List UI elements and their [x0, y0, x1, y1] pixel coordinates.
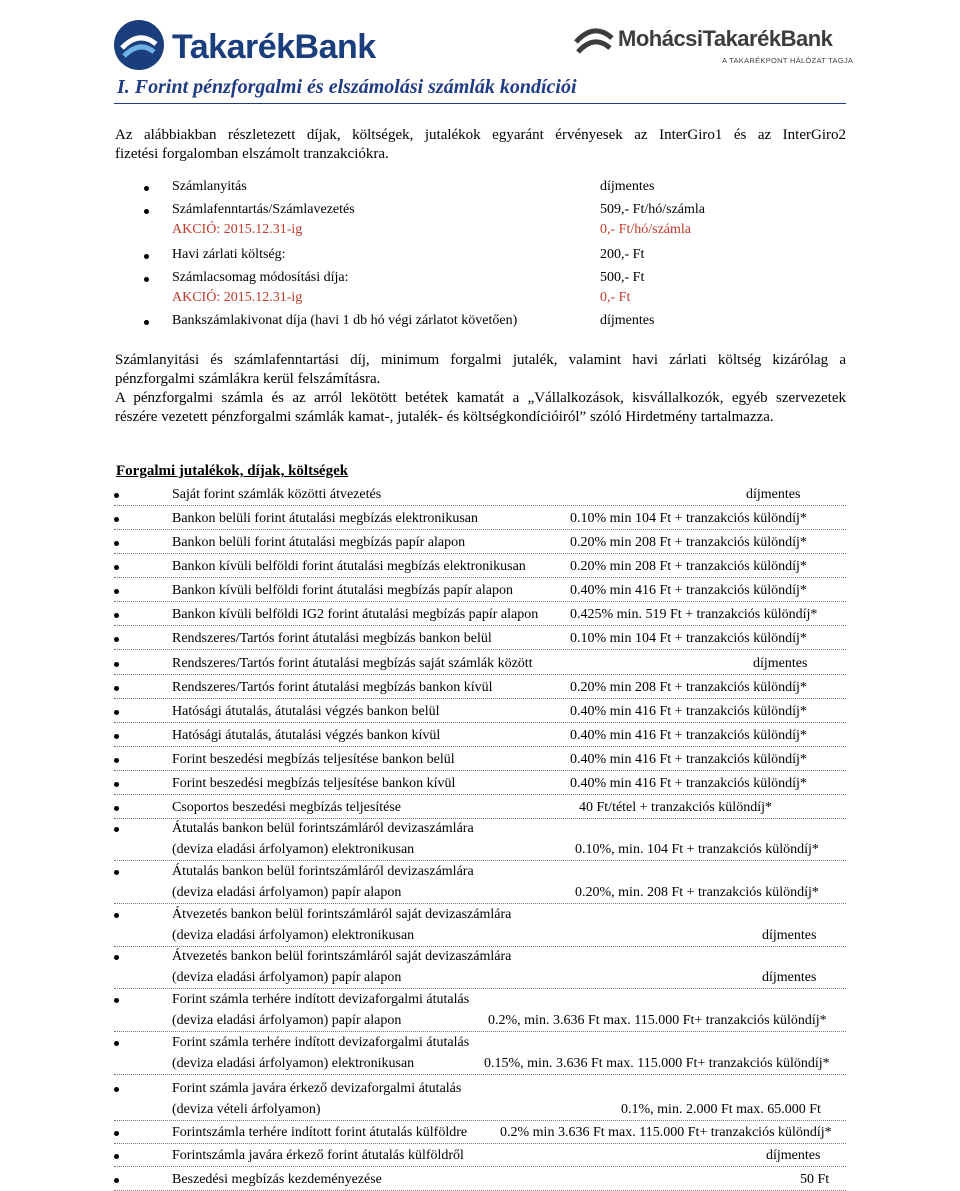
transaction-fee-label: Bankon kívüli belföldi IG2 forint átutalási megbízás papír alapon: [172, 607, 539, 622]
row-divider: [114, 860, 846, 861]
transaction-fee-label: Átvezetés bankon belül forintszámláról saját devizaszámlára: [172, 949, 512, 964]
transaction-fee-value: 50 Ft: [800, 1172, 830, 1187]
row-divider: [114, 505, 846, 506]
row-divider: [114, 770, 846, 771]
transaction-fee-label: Forintszámla terhére indított forint átutalás külföldre: [172, 1125, 468, 1140]
transaction-fee-label: Rendszeres/Tartós forint átutalási megbízás bankon kívül: [172, 680, 493, 695]
mohacsi-logo-text: MohácsiTakarékBank: [618, 26, 833, 51]
note-line: részére vezetett pénzforgalmi számlák kamat-, jutalék- és költségkondícióiról” szóló Hirdetmény tartalmazza.: [115, 409, 774, 425]
transaction-fee-value: díjmentes: [762, 970, 817, 985]
transaction-fee-value: 0.2%, min. 3.636 Ft max. 115.000 Ft+ tranzakciós különdíj*: [488, 1013, 827, 1028]
transaction-fee-label: Bankon kívüli belföldi forint átutalási megbízás papír alapon: [172, 583, 513, 598]
note-line: pénzforgalmi számlákra kerül felszámításra.: [115, 371, 381, 387]
intro-line: Az alábbiakban részletezett díjak, költségek, jutalékok egyaránt érvényesek az InterGiro1 és az InterGiro2: [115, 127, 846, 143]
bullet-icon: [114, 662, 119, 667]
page-title: I. Forint pénzforgalmi és elszámolási számlák kondíciói: [117, 76, 577, 98]
takarekbank-logo-text: TakarékBank: [172, 28, 376, 66]
note-paragraph: [115, 351, 846, 427]
fee-value: 500,- Ft: [600, 270, 645, 285]
intro-line: fizetési forgalomban elszámolt tranzakciókra.: [115, 146, 389, 162]
transaction-fee-value: díjmentes: [762, 928, 817, 943]
bullet-icon: [114, 1041, 119, 1046]
transaction-fee-value: 0.425% min. 519 Ft + tranzakciós különdíj*: [570, 607, 818, 622]
bullet-icon: [114, 827, 119, 832]
row-divider: [114, 722, 846, 723]
row-divider: [114, 1120, 846, 1121]
promo-value: 0,- Ft: [600, 290, 631, 305]
bullet-icon: [114, 613, 119, 618]
bullet-icon: [114, 686, 119, 691]
row-divider: [114, 649, 846, 650]
transaction-fee-label: Bankon kívüli belföldi forint átutalási megbízás elektronikusan: [172, 559, 526, 574]
transaction-fee-value: 0.20% min 208 Ft + tranzakciós különdíj*: [570, 535, 807, 550]
row-divider: [114, 818, 846, 819]
transaction-fee-value: 0.20% min 208 Ft + tranzakciós különdíj*: [570, 680, 807, 695]
transaction-fee-value: 0.40% min 416 Ft + tranzakciós különdíj*: [570, 704, 807, 719]
note-line: A pénzforgalmi számla és az arról lekötött betétek kamatát a „Vállalkozások, kisvállalkozók, egyéb szervezetek: [115, 390, 846, 406]
bullet-icon: [114, 913, 119, 918]
transaction-fee-label: Átutalás bankon belül forintszámláról devizaszámlára: [172, 821, 474, 836]
transaction-fee-value: 0.10% min 104 Ft + tranzakciós különdíj*: [570, 511, 807, 526]
promo-label: AKCIÓ: 2015.12.31-ig: [172, 290, 303, 305]
transaction-fee-label: Bankon belüli forint átutalási megbízás elektronikusan: [172, 511, 478, 526]
transaction-fee-label: (deviza eladási árfolyamon) papír alapon: [172, 970, 402, 985]
row-divider: [114, 988, 846, 989]
transaction-fee-value: 0.15%, min. 3.636 Ft max. 115.000 Ft+ tranzakciós különdíj*: [484, 1056, 830, 1071]
fee-value: díjmentes: [600, 179, 655, 194]
transaction-fee-value: 0.10%, min. 104 Ft + tranzakciós különdíj*: [575, 842, 819, 857]
row-divider: [114, 601, 846, 602]
transaction-fee-label: Saját forint számlák közötti átvezetés: [172, 487, 382, 502]
bullet-icon: [114, 734, 119, 739]
transaction-fee-value: 0.40% min 416 Ft + tranzakciós különdíj*: [570, 728, 807, 743]
transaction-fee-value: 40 Ft/tétel + tranzakciós különdíj*: [579, 800, 772, 815]
transaction-fee-label: (deviza eladási árfolyamon) elektronikusan: [172, 1056, 415, 1071]
row-divider: [114, 698, 846, 699]
row-divider: [114, 577, 846, 578]
transaction-fee-value: díjmentes: [753, 656, 808, 671]
transaction-fee-label: (deviza vételi árfolyamon): [172, 1102, 321, 1117]
transaction-fee-label: Átvezetés bankon belül forintszámláról saját devizaszámlára: [172, 907, 512, 922]
transaction-fee-value: 0.10% min 104 Ft + tranzakciós különdíj*: [570, 631, 807, 646]
row-divider: [114, 1143, 846, 1144]
transaction-fee-label: (deviza eladási árfolyamon) elektronikusan: [172, 928, 415, 943]
fee-value: díjmentes: [600, 313, 655, 328]
takarekbank-logo: [112, 14, 402, 78]
transaction-fee-label: (deviza eladási árfolyamon) papír alapon: [172, 1013, 402, 1028]
bullet-icon: [144, 254, 149, 259]
section-heading: Forgalmi jutalékok, díjak, költségek: [116, 463, 349, 479]
fee-label: Bankszámlakivonat díja (havi 1 db hó végi zárlatot követően): [172, 313, 518, 328]
bullet-icon: [114, 589, 119, 594]
fee-label: Számlacsomag módosítási díja:: [172, 270, 349, 285]
bullet-icon: [114, 870, 119, 875]
transaction-fee-value: 0.20%, min. 208 Ft + tranzakciós különdíj*: [575, 885, 819, 900]
row-divider: [114, 794, 846, 795]
bullet-icon: [114, 517, 119, 522]
bullet-icon: [114, 637, 119, 642]
fee-value: 509,- Ft/hó/számla: [600, 202, 705, 217]
transaction-fee-label: (deviza eladási árfolyamon) elektronikusan: [172, 842, 415, 857]
bullet-icon: [114, 955, 119, 960]
row-divider: [114, 529, 846, 530]
transaction-fee-label: Forintszámla javára érkező forint átutalás külföldről: [172, 1148, 464, 1163]
row-divider: [114, 946, 846, 947]
transaction-fee-value: díjmentes: [766, 1148, 821, 1163]
transaction-fee-label: Átutalás bankon belül forintszámláról devizaszámlára: [172, 864, 474, 879]
row-divider: [114, 1074, 846, 1075]
bullet-icon: [114, 493, 119, 498]
transaction-fee-label: (deviza eladási árfolyamon) papír alapon: [172, 885, 402, 900]
fee-label: Számlanyitás: [172, 179, 247, 194]
bullet-icon: [114, 710, 119, 715]
transaction-fee-label: Forint beszedési megbízás teljesítése bankon kívül: [172, 776, 456, 791]
fee-label: Számlafenntartás/Számlavezetés: [172, 202, 355, 217]
bullet-icon: [144, 277, 149, 282]
transaction-fee-label: Hatósági átutalás, átutalási végzés bankon belül: [172, 704, 440, 719]
takarekbank-mark-icon: [112, 18, 166, 72]
bullet-icon: [114, 565, 119, 570]
transaction-fee-value: 0.1%, min. 2.000 Ft max. 65.000 Ft: [621, 1102, 821, 1117]
transaction-fee-value: 0.40% min 416 Ft + tranzakciós különdíj*: [570, 776, 807, 791]
row-divider: [114, 553, 846, 554]
row-divider: [114, 674, 846, 675]
bullet-icon: [114, 1131, 119, 1136]
transaction-fee-value: díjmentes: [746, 487, 801, 502]
bullet-icon: [114, 541, 119, 546]
intro-paragraph: [115, 126, 846, 164]
fee-label: Havi zárlati költség:: [172, 247, 286, 262]
transaction-fee-label: Forint számla terhére indított devizaforgalmi átutalás: [172, 992, 470, 1007]
bullet-icon: [144, 320, 149, 325]
row-divider: [114, 1166, 846, 1167]
transaction-fee-label: Rendszeres/Tartós forint átutalási megbízás saját számlák között: [172, 656, 533, 671]
bullet-icon: [144, 209, 149, 214]
transaction-fee-value: 0.20% min 208 Ft + tranzakciós különdíj*: [570, 559, 807, 574]
transaction-fee-label: Beszedési megbízás kezdeményezése: [172, 1172, 382, 1187]
mohacsi-mark-icon: [574, 24, 614, 60]
row-divider: [114, 1031, 846, 1032]
mohacsi-logo-tagline: A TAKARÉKPONT HÁLÓZAT TAGJA: [722, 56, 854, 65]
fee-value: 200,- Ft: [600, 247, 645, 262]
promo-label: AKCIÓ: 2015.12.31-ig: [172, 222, 303, 237]
transaction-fee-label: Hatósági átutalás, átutalási végzés bankon kívül: [172, 728, 441, 743]
row-divider: [114, 903, 846, 904]
transaction-fee-value: 0.2% min 3.636 Ft max. 115.000 Ft+ tranzakciós különdíj*: [500, 1125, 832, 1140]
bullet-icon: [114, 806, 119, 811]
transaction-fee-value: 0.40% min 416 Ft + tranzakciós különdíj*: [570, 583, 807, 598]
mohacsi-takarekbank-logo: [574, 22, 874, 72]
promo-value: 0,- Ft/hó/számla: [600, 222, 691, 237]
bullet-icon: [114, 782, 119, 787]
transaction-fee-value: 0.40% min 416 Ft + tranzakciós különdíj*: [570, 752, 807, 767]
transaction-fee-label: Forint számla terhére indított devizaforgalmi átutalás: [172, 1035, 470, 1050]
bullet-icon: [114, 998, 119, 1003]
bullet-icon: [114, 1154, 119, 1159]
transaction-fee-label: Rendszeres/Tartós forint átutalási megbízás bankon belül: [172, 631, 492, 646]
bullet-icon: [114, 758, 119, 763]
bullet-icon: [114, 1087, 119, 1092]
bullet-icon: [144, 186, 149, 191]
transaction-fee-label: Forint beszedési megbízás teljesítése bankon belül: [172, 752, 455, 767]
transaction-fee-label: Bankon belüli forint átutalási megbízás papír alapon: [172, 535, 466, 550]
title-divider: [114, 103, 846, 104]
transaction-fee-label: Forint számla javára érkező devizaforgalmi átutalás: [172, 1081, 462, 1096]
transaction-fee-label: Csoportos beszedési megbízás teljesítése: [172, 800, 401, 815]
bullet-icon: [114, 1178, 119, 1183]
row-divider: [114, 625, 846, 626]
row-divider: [114, 746, 846, 747]
note-line: Számlanyitási és számlafenntartási díj, minimum forgalmi jutalék, valamint havi zárlati költség kizárólag a: [115, 352, 846, 368]
